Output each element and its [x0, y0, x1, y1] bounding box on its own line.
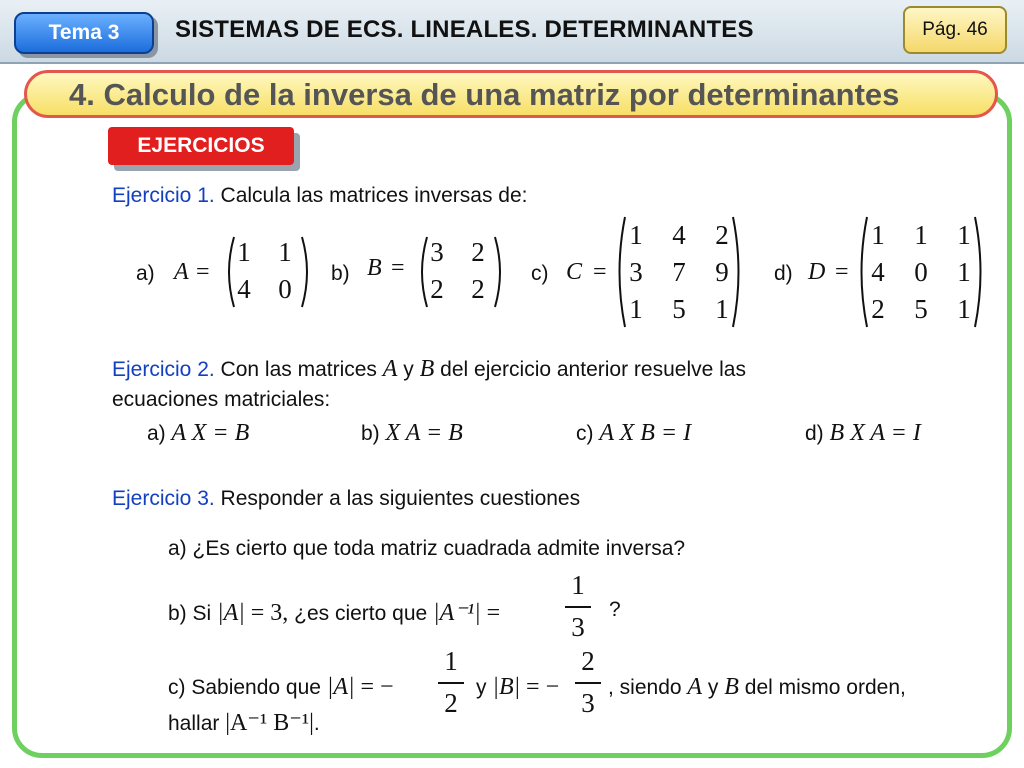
eq-prefix: b)	[361, 422, 380, 445]
eq-expression: X A = B	[385, 420, 463, 446]
fraction-bar	[438, 682, 464, 684]
ej1-text: Calcula las matrices inversas de:	[220, 184, 528, 207]
qc-line2: hallar	[168, 712, 220, 735]
ej2-label: Ejercicio 2.	[112, 358, 215, 381]
qc-eq: = −	[360, 674, 394, 700]
matrix-cell: 4	[871, 257, 885, 287]
ej3-question-c-line2	[168, 708, 320, 737]
fraction-denominator: 2	[444, 688, 458, 718]
matrix-cell: 4	[672, 220, 686, 250]
matrix-cell: 0	[914, 257, 928, 287]
qc-dot: .	[313, 712, 320, 735]
page-number: Pág. 46	[903, 6, 1007, 54]
matrix-cell: 1	[715, 294, 729, 324]
ej1-b-name: B	[367, 255, 382, 281]
ej2-eq-a	[147, 420, 249, 447]
matrix-a	[222, 234, 314, 310]
matrix-cell: 1	[237, 237, 251, 267]
ej1-a-eq: =	[196, 259, 210, 285]
section-title: 4. Calculo de la inversa de una matriz por determinantes	[69, 77, 900, 112]
qc-end2: del mismo orden,	[744, 676, 906, 699]
qb-prefix: b) Si	[168, 602, 212, 625]
section-title-box	[24, 70, 998, 118]
eq-expression: A X B = I	[599, 420, 692, 446]
eq-prefix: c)	[576, 422, 594, 445]
ej1-heading	[112, 184, 528, 208]
eq-prefix: d)	[805, 422, 824, 445]
matrix-cell: 1	[871, 220, 885, 250]
ej2-text: Con las matrices	[220, 358, 377, 381]
matrix-cell: 9	[715, 257, 729, 287]
qc-prefix: c) Sabiendo que	[168, 676, 321, 699]
fraction-numerator: 1	[444, 646, 458, 676]
matrix-cell: 3	[629, 257, 643, 287]
ej3-question-b	[168, 598, 500, 627]
ej3-question-a: a) ¿Es cierto que toda matriz cuadrada admite inversa?	[168, 537, 686, 560]
ej3-question-c-part1	[168, 674, 394, 701]
fraction-denominator: 3	[571, 612, 585, 642]
ej3-label: Ejercicio 3.	[112, 487, 215, 510]
ej3-heading	[112, 487, 580, 511]
matrix-cell: 2	[715, 220, 729, 250]
ej2-line2: ecuaciones matriciales:	[112, 388, 331, 411]
ej1-d-eq: =	[835, 259, 849, 285]
qc-y2: y	[707, 676, 719, 699]
main-title: SISTEMAS DE ECS. LINEALES. DETERMINANTES	[175, 16, 754, 43]
qc-b: B	[724, 674, 739, 700]
qb-mid: ¿es cierto que	[294, 602, 428, 625]
qb-end: ?	[609, 598, 621, 621]
ejercicios-badge: EJERCICIOS	[108, 127, 294, 165]
matrix-cell: 1	[957, 257, 971, 287]
matrix-cell: 1	[957, 294, 971, 324]
matrix-cell: 7	[672, 257, 686, 287]
ej1-d-prefix: d)	[774, 262, 793, 285]
matrix-cell: 2	[430, 274, 444, 304]
qc-fraction-2	[573, 646, 603, 722]
qc-det2: |B|	[492, 674, 521, 700]
ej2-text-end: del ejercicio anterior resuelve las	[440, 358, 746, 381]
matrix-cell: 3	[430, 237, 444, 267]
matrix-b	[415, 234, 507, 310]
eq-expression: B X A = I	[829, 420, 921, 446]
qc-a: A	[687, 674, 703, 700]
matrix-cell: 1	[914, 220, 928, 250]
ej1-c-name: C	[566, 259, 583, 285]
ej2-line1	[112, 356, 746, 383]
matrix-cell: 1	[278, 237, 292, 267]
ej2-eq-b	[361, 420, 463, 447]
ej1-c-prefix: c)	[531, 262, 549, 285]
matrix-cell: 5	[672, 294, 686, 324]
matrix-cell: 1	[957, 220, 971, 250]
ej2-a: A	[382, 356, 398, 382]
ej2-eq-c	[576, 420, 691, 447]
eq-prefix: a)	[147, 422, 166, 445]
ej3-text: Responder a las siguientes cuestiones	[220, 487, 581, 510]
qb-eq2: =	[486, 600, 501, 626]
matrix-cell: 2	[471, 237, 485, 267]
qc-expr: |A⁻¹ B⁻¹|	[225, 710, 314, 736]
tema-badge: Tema 3	[14, 12, 154, 54]
eq-expression: A X = B	[171, 420, 250, 446]
qb-det: |A|	[217, 600, 245, 626]
ej1-a-name: A	[174, 259, 189, 285]
qc-eq2: = −	[526, 674, 560, 700]
ej1-b-prefix: b)	[331, 262, 350, 285]
qb-det2: |A⁻¹|	[433, 600, 481, 626]
matrix-cell: 1	[629, 220, 643, 250]
qc-y: y	[476, 676, 487, 699]
matrix-cell: 5	[914, 294, 928, 324]
matrix-cell: 0	[278, 274, 292, 304]
matrix-cell: 1	[629, 294, 643, 324]
matrix-cell: 4	[237, 274, 251, 304]
ej3-question-c-part3	[608, 674, 906, 701]
matrix-c	[613, 214, 745, 330]
qb-eq: = 3,	[250, 600, 289, 626]
fraction-numerator: 1	[571, 570, 585, 600]
fraction-numerator: 2	[581, 646, 595, 676]
ej1-label: Ejercicio 1.	[112, 184, 215, 207]
ej3-question-c-part2	[476, 674, 559, 701]
ej2-y: y	[403, 358, 414, 381]
fraction-bar	[565, 606, 591, 608]
ej1-d-name: D	[808, 259, 826, 285]
matrix-cell: 2	[871, 294, 885, 324]
fraction-bar	[575, 682, 601, 684]
qc-det: |A|	[326, 674, 355, 700]
ej1-c-eq: =	[593, 259, 607, 285]
ej1-a-prefix: a)	[136, 262, 155, 285]
ej1-b-eq: =	[391, 255, 405, 281]
qb-fraction	[563, 570, 593, 646]
qc-fraction-1	[436, 646, 466, 722]
ej2-eq-d	[805, 420, 921, 447]
matrix-cell: 2	[471, 274, 485, 304]
fraction-denominator: 3	[581, 688, 595, 718]
ej2-b: B	[419, 356, 435, 382]
matrix-d	[855, 214, 987, 330]
qc-end1: , siendo	[608, 676, 682, 699]
